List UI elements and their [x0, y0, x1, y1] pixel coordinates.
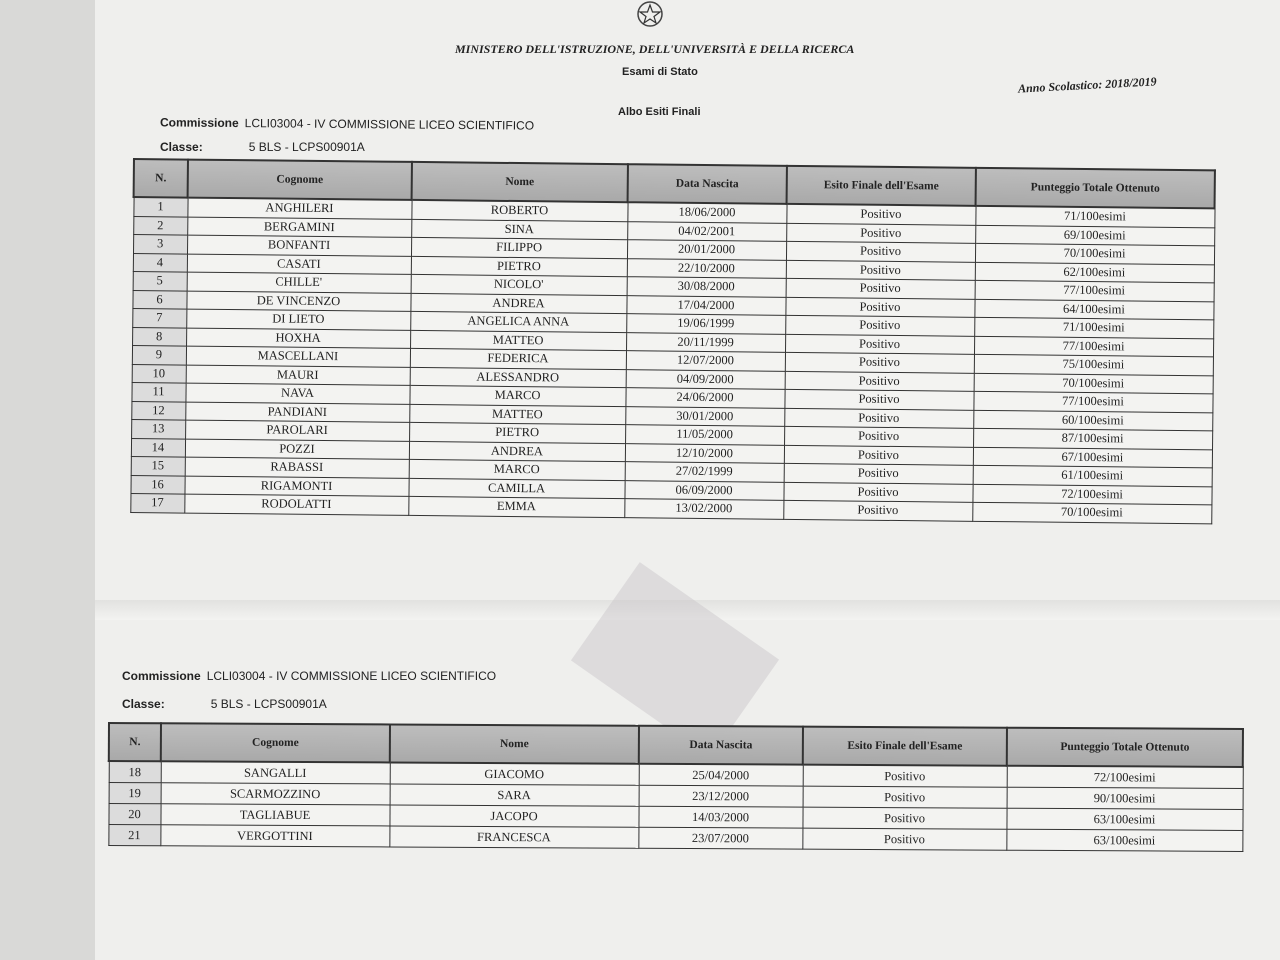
cell-total-score: 61/100esimi [973, 465, 1212, 486]
cell-first-name: MATTEO [410, 330, 626, 351]
cell-total-score: 90/100esimi [1007, 787, 1243, 809]
cell-first-name: PIETRO [411, 256, 627, 277]
cell-first-name: FRANCESCA [389, 826, 638, 848]
cell-final-outcome: Positivo [784, 426, 973, 446]
column-header-birth-date: Data Nascita [639, 726, 803, 765]
document-title: Albo Esiti Finali [618, 106, 701, 118]
cell-surname: NAVA [185, 383, 409, 404]
cell-final-outcome: Positivo [784, 463, 973, 483]
cell-number: 10 [132, 364, 186, 383]
cell-surname: BERGAMINI [187, 217, 411, 238]
column-header-number: N. [134, 159, 188, 198]
column-header-surname: Cognome [188, 160, 412, 200]
cell-surname: RABASSI [185, 457, 409, 478]
cell-birth-date: 04/02/2001 [627, 221, 786, 241]
cell-final-outcome: Positivo [783, 482, 972, 502]
cell-first-name: ROBERTO [411, 200, 627, 221]
cell-final-outcome: Positivo [786, 260, 975, 280]
cell-number: 20 [108, 804, 160, 825]
commission-info-2 [122, 669, 496, 683]
cell-first-name: JACOPO [389, 805, 638, 827]
cell-final-outcome: Positivo [785, 315, 974, 335]
results-table-1 [129, 158, 1216, 524]
cell-total-score: 69/100esimi [975, 225, 1214, 246]
cell-surname: MASCELLANI [186, 346, 410, 367]
cell-number: 19 [109, 783, 161, 804]
results-table-2 [107, 722, 1244, 852]
cell-first-name: FEDERICA [410, 348, 626, 369]
column-header-birth-date: Data Nascita [628, 164, 787, 204]
column-header-final-outcome: Esito Finale dell'Esame [787, 166, 976, 206]
cell-final-outcome: Positivo [803, 765, 1007, 788]
commission-value: LCLI03004 - IV COMMISSIONE LICEO SCIENTIFICO [244, 116, 535, 133]
cell-surname: RIGAMONTI [184, 476, 408, 497]
class-label: Classe: [122, 697, 165, 711]
cell-surname: SCARMOZZINO [161, 783, 390, 805]
cell-number: 6 [132, 290, 186, 309]
cell-birth-date: 12/07/2000 [626, 351, 785, 371]
commission-value: LCLI03004 - IV COMMISSIONE LICEO SCIENTIFICO [206, 669, 497, 683]
cell-surname: POZZI [185, 439, 409, 460]
cell-surname: DI LIETO [186, 309, 410, 330]
cell-first-name: PIETRO [409, 422, 625, 443]
cell-surname: ANGHILERI [187, 198, 411, 219]
cell-number: 14 [131, 438, 185, 457]
cell-surname: TAGLIABUE [160, 804, 389, 826]
cell-birth-date: 19/06/1999 [626, 314, 785, 334]
cell-total-score: 63/100esimi [1006, 829, 1242, 851]
class-value: 5 BLS - LCPS00901A [248, 140, 365, 154]
cell-total-score: 75/100esimi [974, 354, 1213, 375]
cell-final-outcome: Positivo [786, 241, 975, 261]
class-value: 5 BLS - LCPS00901A [210, 697, 327, 711]
cell-final-outcome: Positivo [784, 389, 973, 409]
cell-birth-date: 20/11/1999 [626, 332, 785, 352]
cell-total-score: 71/100esimi [974, 317, 1213, 338]
cell-number: 17 [130, 493, 184, 512]
cell-birth-date: 30/01/2000 [625, 406, 784, 426]
cell-total-score: 77/100esimi [973, 391, 1212, 412]
column-header-surname: Cognome [161, 723, 390, 762]
cell-total-score: 64/100esimi [974, 299, 1213, 320]
cell-total-score: 70/100esimi [975, 243, 1214, 264]
cell-birth-date: 13/02/2000 [624, 499, 783, 519]
cell-final-outcome: Positivo [784, 445, 973, 465]
column-header-first-name: Nome [390, 724, 639, 763]
cell-total-score: 77/100esimi [975, 280, 1214, 301]
cell-total-score: 77/100esimi [974, 336, 1213, 357]
cell-number: 2 [133, 216, 187, 235]
cell-number: 21 [108, 825, 160, 846]
cell-birth-date: 23/12/2000 [639, 785, 803, 807]
cell-number: 11 [131, 382, 185, 401]
cell-birth-date: 14/03/2000 [638, 806, 802, 828]
cell-birth-date: 23/07/2000 [638, 827, 802, 849]
cell-surname: SANGALLI [161, 761, 390, 784]
cell-number: 15 [131, 456, 185, 475]
cell-final-outcome: Positivo [803, 786, 1007, 808]
commission-label: Commissione [159, 115, 239, 131]
cell-final-outcome: Positivo [784, 408, 973, 428]
column-header-total-score: Punteggio Totale Ottenuto [1007, 728, 1243, 767]
cell-final-outcome: Positivo [786, 223, 975, 243]
class-label: Classe: [160, 140, 203, 154]
cell-total-score: 67/100esimi [973, 447, 1212, 468]
cell-number: 5 [133, 272, 187, 291]
column-header-number: N. [109, 723, 161, 761]
cell-birth-date: 04/09/2000 [626, 369, 785, 389]
cell-birth-date: 17/04/2000 [626, 295, 785, 315]
cell-final-outcome: Positivo [785, 334, 974, 354]
class-info-2 [122, 697, 327, 711]
cell-total-score: 60/100esimi [973, 410, 1212, 431]
cell-total-score: 63/100esimi [1006, 808, 1242, 830]
cell-surname: CHILLE' [187, 272, 411, 293]
cell-first-name: SINA [411, 219, 627, 240]
cell-number: 3 [133, 235, 187, 254]
cell-first-name: FILIPPO [411, 237, 627, 258]
cell-total-score: 70/100esimi [974, 373, 1213, 394]
cell-surname: RODOLATTI [184, 494, 408, 515]
cell-birth-date: 27/02/1999 [625, 462, 784, 482]
exam-type: Esami di Stato [622, 66, 698, 78]
cell-birth-date: 20/01/2000 [627, 240, 786, 260]
cell-total-score: 72/100esimi [972, 484, 1211, 505]
cell-number: 18 [109, 761, 161, 783]
cell-surname: VERGOTTINI [160, 825, 389, 847]
cell-first-name: ALESSANDRO [410, 367, 626, 388]
cell-birth-date: 24/06/2000 [625, 388, 784, 408]
cell-first-name: NICOLO' [411, 274, 627, 295]
cell-number: 13 [131, 419, 185, 438]
cell-final-outcome: Positivo [786, 278, 975, 298]
cell-final-outcome: Positivo [802, 807, 1006, 829]
cell-first-name: ANDREA [410, 293, 626, 314]
cell-surname: PANDIANI [185, 402, 409, 423]
cell-number: 8 [132, 327, 186, 346]
cell-first-name: MATTEO [409, 404, 625, 425]
cell-first-name: GIACOMO [390, 762, 639, 785]
ministry-heading: MINISTERO DELL'ISTRUZIONE, DELL'UNIVERSITÀ E DELLA RICERCA [455, 42, 855, 56]
class-info-1 [160, 140, 365, 154]
commission-label: Commissione [122, 669, 201, 683]
cell-birth-date: 18/06/2000 [627, 202, 786, 223]
cell-total-score: 70/100esimi [972, 502, 1211, 523]
cell-surname: MAURI [186, 365, 410, 386]
cell-first-name: CAMILLA [408, 478, 624, 499]
column-header-first-name: Nome [412, 162, 628, 202]
cell-surname: BONFANTI [187, 235, 411, 256]
school-year: Anno Scolastico: 2018/2019 [1017, 74, 1157, 96]
cell-birth-date: 22/10/2000 [627, 258, 786, 278]
cell-final-outcome: Positivo [786, 204, 975, 225]
cell-number: 7 [132, 309, 186, 328]
cell-final-outcome: Positivo [785, 352, 974, 372]
cell-surname: DE VINCENZO [186, 291, 410, 312]
republic-emblem-icon [630, 0, 670, 36]
cell-first-name: MARCO [409, 459, 625, 480]
cell-first-name: ANDREA [409, 441, 625, 462]
cell-birth-date: 25/04/2000 [639, 764, 803, 786]
cell-first-name: EMMA [408, 496, 624, 517]
cell-first-name: MARCO [409, 385, 625, 406]
cell-birth-date: 06/09/2000 [624, 480, 783, 500]
cell-surname: CASATI [187, 254, 411, 275]
cell-surname: HOXHA [186, 328, 410, 349]
cell-first-name: ANGELICA ANNA [410, 311, 626, 332]
cell-final-outcome: Positivo [802, 828, 1006, 850]
cell-surname: PAROLARI [185, 420, 409, 441]
cell-total-score: 62/100esimi [975, 262, 1214, 283]
cell-total-score: 87/100esimi [973, 428, 1212, 449]
cell-birth-date: 11/05/2000 [625, 425, 784, 445]
cell-birth-date: 12/10/2000 [625, 443, 784, 463]
cell-number: 9 [132, 346, 186, 365]
cell-final-outcome: Positivo [785, 371, 974, 391]
cell-total-score: 71/100esimi [975, 206, 1214, 228]
cell-number: 12 [131, 401, 185, 420]
cell-number: 16 [130, 475, 184, 494]
column-header-total-score: Punteggio Totale Ottenuto [976, 168, 1215, 209]
cell-number: 1 [133, 197, 187, 217]
cell-first-name: SARA [390, 784, 639, 806]
cell-number: 4 [133, 253, 187, 272]
cell-final-outcome: Positivo [785, 297, 974, 317]
column-header-final-outcome: Esito Finale dell'Esame [803, 727, 1007, 766]
cell-final-outcome: Positivo [783, 500, 972, 520]
cell-birth-date: 30/08/2000 [627, 277, 786, 297]
cell-total-score: 72/100esimi [1007, 766, 1243, 789]
